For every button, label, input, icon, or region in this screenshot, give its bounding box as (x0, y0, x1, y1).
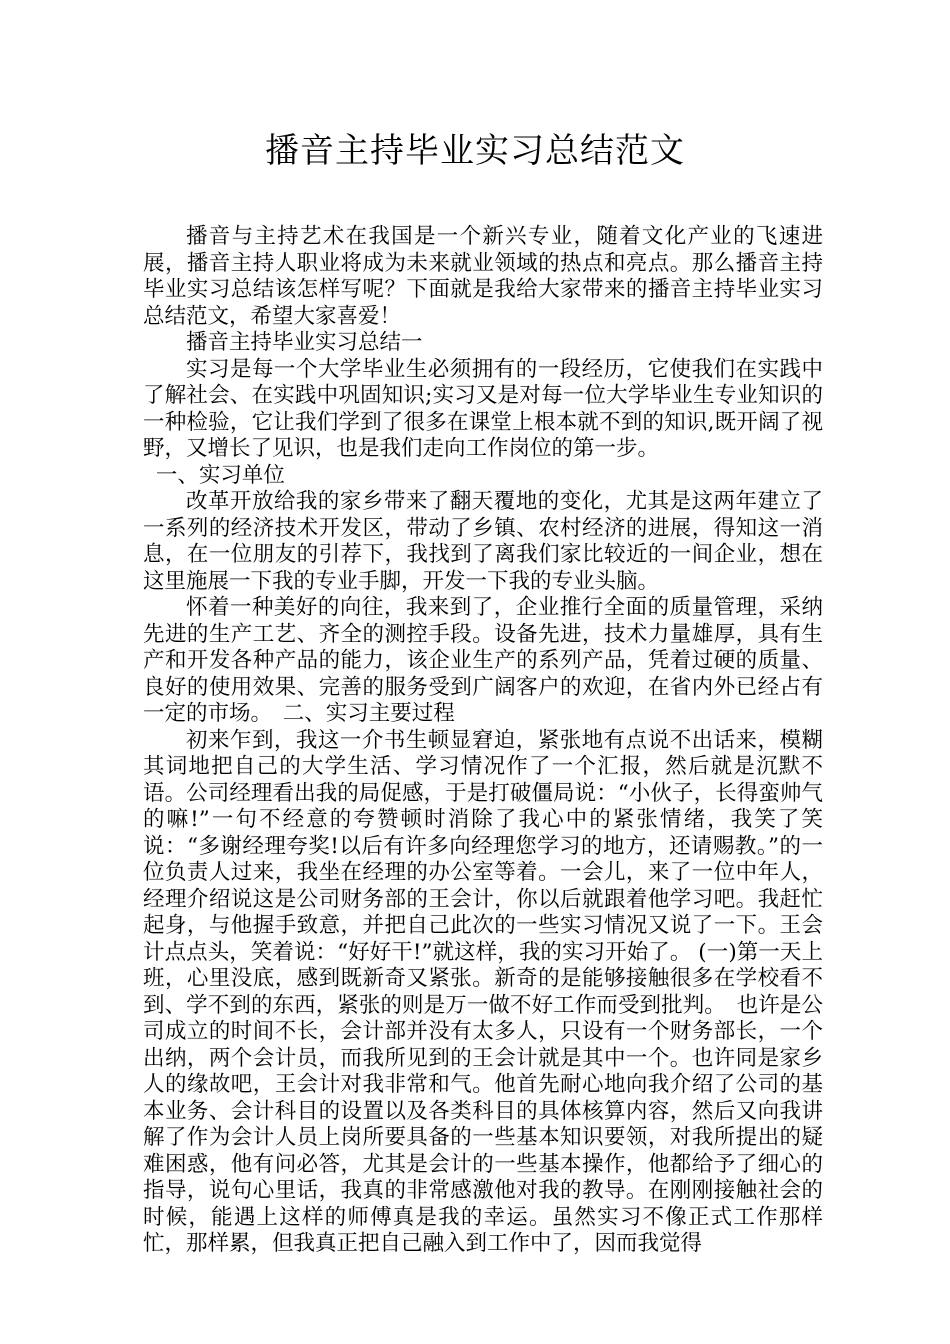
document-title: 播音主持毕业实习总结范文 (265, 131, 685, 171)
section-title-summary-one: 播音主持毕业实习总结一 (186, 330, 423, 355)
body-paragraph: 实习是每一个大学毕业生必须拥有的一段经历，它使我们在实践中了解社会、在实践中巩固知识;实习又是对每一位大学毕业生专业知识的一种检验，它让我们学到了很多在课堂上根本就不到的知识,既开阔了视野，又增长了见识，也是我们走向工作岗位的第一步。 (143, 356, 823, 461)
body-paragraph: 改革开放给我的家乡带来了翻天覆地的变化，尤其是这两年建立了一系列的经济技术开发区，带动了乡镇、农村经济的进展，得知这一消息，在一位朋友的引荐下，我找到了离我们家比较近的一间企业，想在这里施展一下我的专业手脚，开发一下我的专业头脑。 (143, 489, 823, 594)
document-body (143, 224, 823, 1258)
section-heading-internship-unit: 一、实习单位 (155, 462, 285, 488)
body-paragraph: 怀着一种美好的向往，我来到了，企业推行全面的质量管理，采纳先进的生产工艺、齐全的测控手段。设备先进，技术力量雄厚，具有生产和开发各种产品的能力，该企业生产的系列产品，凭着过硬的质量、良好的使用效果、完善的服务受到广阔客户的欢迎，在省内外已经占有一定的市场。 二、实习主要过程 (143, 595, 823, 726)
body-paragraph: 初来乍到，我这一介书生顿显窘迫，紧张地有点说不出话来，模糊其词地把自己的大学生活、学习情况作了一个汇报，然后就是沉默不语。公司经理看出我的局促感，于是打破僵局说：“小伙子，长得蛮帅气的嘛!”一句不经意的夸赞顿时消除了我心中的紧张情绪，我笑了笑说：“多谢经理夸奖!以后有许多向经理您学习的地方，还请赐教。”的一位负责人过来，我坐在经理的办公室等着。一会儿，来了一位中年人，经理介绍说这是公司财务部的王会计，你以后就跟着他学习吧。我赶忙起身，与他握手致意，并把自己此次的一些实习情况又说了一下。王会计点点头，笑着说：“好好干!”就这样，我的实习开始了。 (一)第一天上班，心里没底，感到既新奇又紧张。新奇的是能够接触很多在学校看不到、学不到的东西，紧张的则是万一做不好工作而受到批判。 也许是公司成立的时间不长，会计部并没有太多人，只设有一个财务部长，一个出纳，两个会计员，而我所见到的王会计就是其中一个。也许同是家乡人的缘故吧，王会计对我非常和气。他首先耐心地向我介绍了公司的基本业务、会计科目的设置以及各类科目的具体核算内容，然后又向我讲解了作为会计人员上岗所要具备的一些基本知识要领，对我所提出的疑难困惑，他有问必答，尤其是会计的一些基本操作，他都给予了细心的指导，说句心里话，我真的非常感激他对我的教导。在刚刚接触社会的时候，能遇上这样的师傅真是我的幸运。虽然实习不像正式工作那样忙，那样累，但我真正把自己融入到工作中了，因而我觉得 (143, 727, 823, 1256)
intro-paragraph: 播音与主持艺术在我国是一个新兴专业，随着文化产业的飞速进展，播音主持人职业将成为未来就业领域的热点和亮点。那么播音主持毕业实习总结该怎样写呢？下面就是我给大家带来的播音主持毕业实习总结范文，希望大家喜爱！ (143, 224, 823, 329)
